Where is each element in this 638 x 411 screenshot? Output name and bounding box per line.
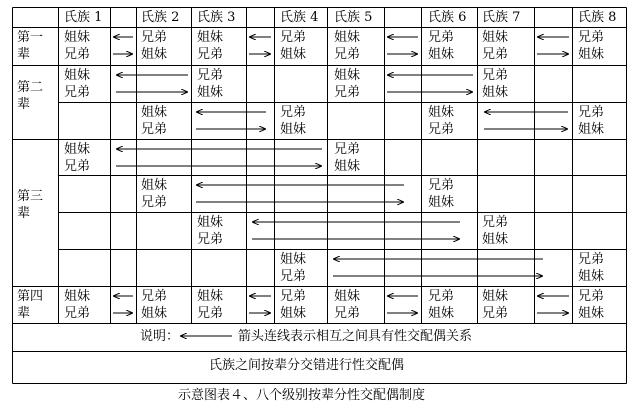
gen1-clan3-brother: 兄弟 — [197, 47, 224, 62]
gen4-clan7-brother: 兄弟 — [482, 306, 509, 321]
clan-header-4: 氏族 4 — [280, 10, 319, 25]
clan-header-7: 氏族 7 — [482, 10, 521, 25]
gen1-clan8-brother: 兄弟 — [578, 30, 605, 45]
figure-caption: 示意图表４、八个级别按辈分性交配偶制度 — [178, 388, 426, 403]
gen4-clan7-sister: 姐妹 — [482, 289, 509, 304]
gen2a-clan5-sister: 姐妹 — [334, 68, 361, 83]
gen1-clan1-sister: 姐妹 — [64, 30, 91, 45]
generation-label-2: 第二辈 — [17, 80, 44, 112]
gen3c-clan7-sister: 姐妹 — [482, 232, 509, 247]
generation-label-3: 第三辈 — [17, 189, 44, 221]
gen2b-clan6-sister: 姐妹 — [428, 105, 455, 120]
gen4-clan8-brother: 兄弟 — [578, 289, 605, 304]
gen3c-clan3-brother: 兄弟 — [197, 232, 224, 247]
clan-header-5: 氏族 5 — [334, 10, 373, 25]
gen2b-clan2-brother: 兄弟 — [141, 122, 168, 137]
gen1-clan7-sister: 姐妹 — [482, 30, 509, 45]
clan-header-8: 氏族 8 — [578, 10, 617, 25]
gen2b-clan4-sister: 姐妹 — [280, 122, 307, 137]
clan-header-6: 氏族 6 — [428, 10, 467, 25]
generation-label-4: 第四辈 — [17, 289, 44, 321]
gen2a-clan7-sister: 姐妹 — [482, 85, 509, 100]
gen4-clan4-sister: 姐妹 — [280, 306, 307, 321]
gen3b-clan2-brother: 兄弟 — [141, 195, 168, 210]
gen1-clan8-sister: 姐妹 — [578, 47, 605, 62]
gen3a-clan1-brother: 兄弟 — [64, 159, 91, 174]
gen1-clan5-sister: 姐妹 — [334, 30, 361, 45]
gen1-clan7-brother: 兄弟 — [482, 47, 509, 62]
gen3b-clan6-sister: 姐妹 — [428, 195, 455, 210]
gen4-clan1-sister: 姐妹 — [64, 289, 91, 304]
gen2b-clan8-brother: 兄弟 — [578, 105, 605, 120]
gen2a-clan3-sister: 姐妹 — [197, 85, 224, 100]
gen2a-clan1-sister: 姐妹 — [64, 68, 91, 83]
gen4-clan3-brother: 兄弟 — [197, 306, 224, 321]
clan-header-2: 氏族 2 — [141, 10, 180, 25]
gen3b-clan6-brother: 兄弟 — [428, 178, 455, 193]
gen1-clan6-brother: 兄弟 — [428, 30, 455, 45]
gen4-clan5-sister: 姐妹 — [334, 289, 361, 304]
gen1-clan6-sister: 姐妹 — [428, 47, 455, 62]
gen3d-clan4-sister: 姐妹 — [280, 252, 307, 267]
gen3d-clan4-brother: 兄弟 — [280, 269, 307, 284]
gen3a-clan5-sister: 姐妹 — [334, 159, 361, 174]
legend-text: 箭头连线表示相互之间具有性交配偶关系 — [238, 329, 473, 344]
gen3b-clan2-sister: 姐妹 — [141, 178, 168, 193]
gen1-clan2-brother: 兄弟 — [141, 30, 168, 45]
gen4-clan4-brother: 兄弟 — [280, 289, 307, 304]
gen1-clan5-brother: 兄弟 — [334, 47, 361, 62]
gen1-clan2-sister: 姐妹 — [141, 47, 168, 62]
generation-label-1: 第一辈 — [17, 30, 44, 62]
gen3d-clan8-brother: 兄弟 — [578, 252, 605, 267]
gen4-clan5-brother: 兄弟 — [334, 306, 361, 321]
gen3c-clan7-brother: 兄弟 — [482, 215, 509, 230]
gen2b-clan4-brother: 兄弟 — [280, 105, 307, 120]
gen3a-clan1-sister: 姐妹 — [64, 142, 91, 157]
gen4-clan6-sister: 姐妹 — [428, 306, 455, 321]
gen1-clan1-brother: 兄弟 — [64, 47, 91, 62]
gen2b-clan8-sister: 姐妹 — [578, 122, 605, 137]
gen4-clan2-sister: 姐妹 — [141, 306, 168, 321]
clan-header-1: 氏族 1 — [64, 10, 103, 25]
clan-header-3: 氏族 3 — [197, 10, 236, 25]
gen4-clan1-brother: 兄弟 — [64, 306, 91, 321]
gen4-clan2-brother: 兄弟 — [141, 289, 168, 304]
gen2a-clan5-brother: 兄弟 — [334, 85, 361, 100]
gen3d-clan8-sister: 姐妹 — [578, 269, 605, 284]
gen3c-clan3-sister: 姐妹 — [197, 215, 224, 230]
gen3a-clan5-brother: 兄弟 — [334, 142, 361, 157]
legend-prefix: 说明： — [140, 329, 180, 344]
gen4-clan8-sister: 姐妹 — [578, 306, 605, 321]
gen2a-clan3-brother: 兄弟 — [197, 68, 224, 83]
gen4-clan6-brother: 兄弟 — [428, 289, 455, 304]
gen2b-clan2-sister: 姐妹 — [141, 105, 168, 120]
gen1-clan4-sister: 姐妹 — [280, 47, 307, 62]
gen1-clan4-brother: 兄弟 — [280, 30, 307, 45]
footer-note: 氏族之间按辈分交错进行性交配偶 — [209, 358, 405, 373]
gen2b-clan6-brother: 兄弟 — [428, 122, 455, 137]
gen1-clan3-sister: 姐妹 — [197, 30, 224, 45]
gen4-clan3-sister: 姐妹 — [197, 289, 224, 304]
gen2a-clan1-brother: 兄弟 — [64, 85, 91, 100]
gen2a-clan7-brother: 兄弟 — [482, 68, 509, 83]
